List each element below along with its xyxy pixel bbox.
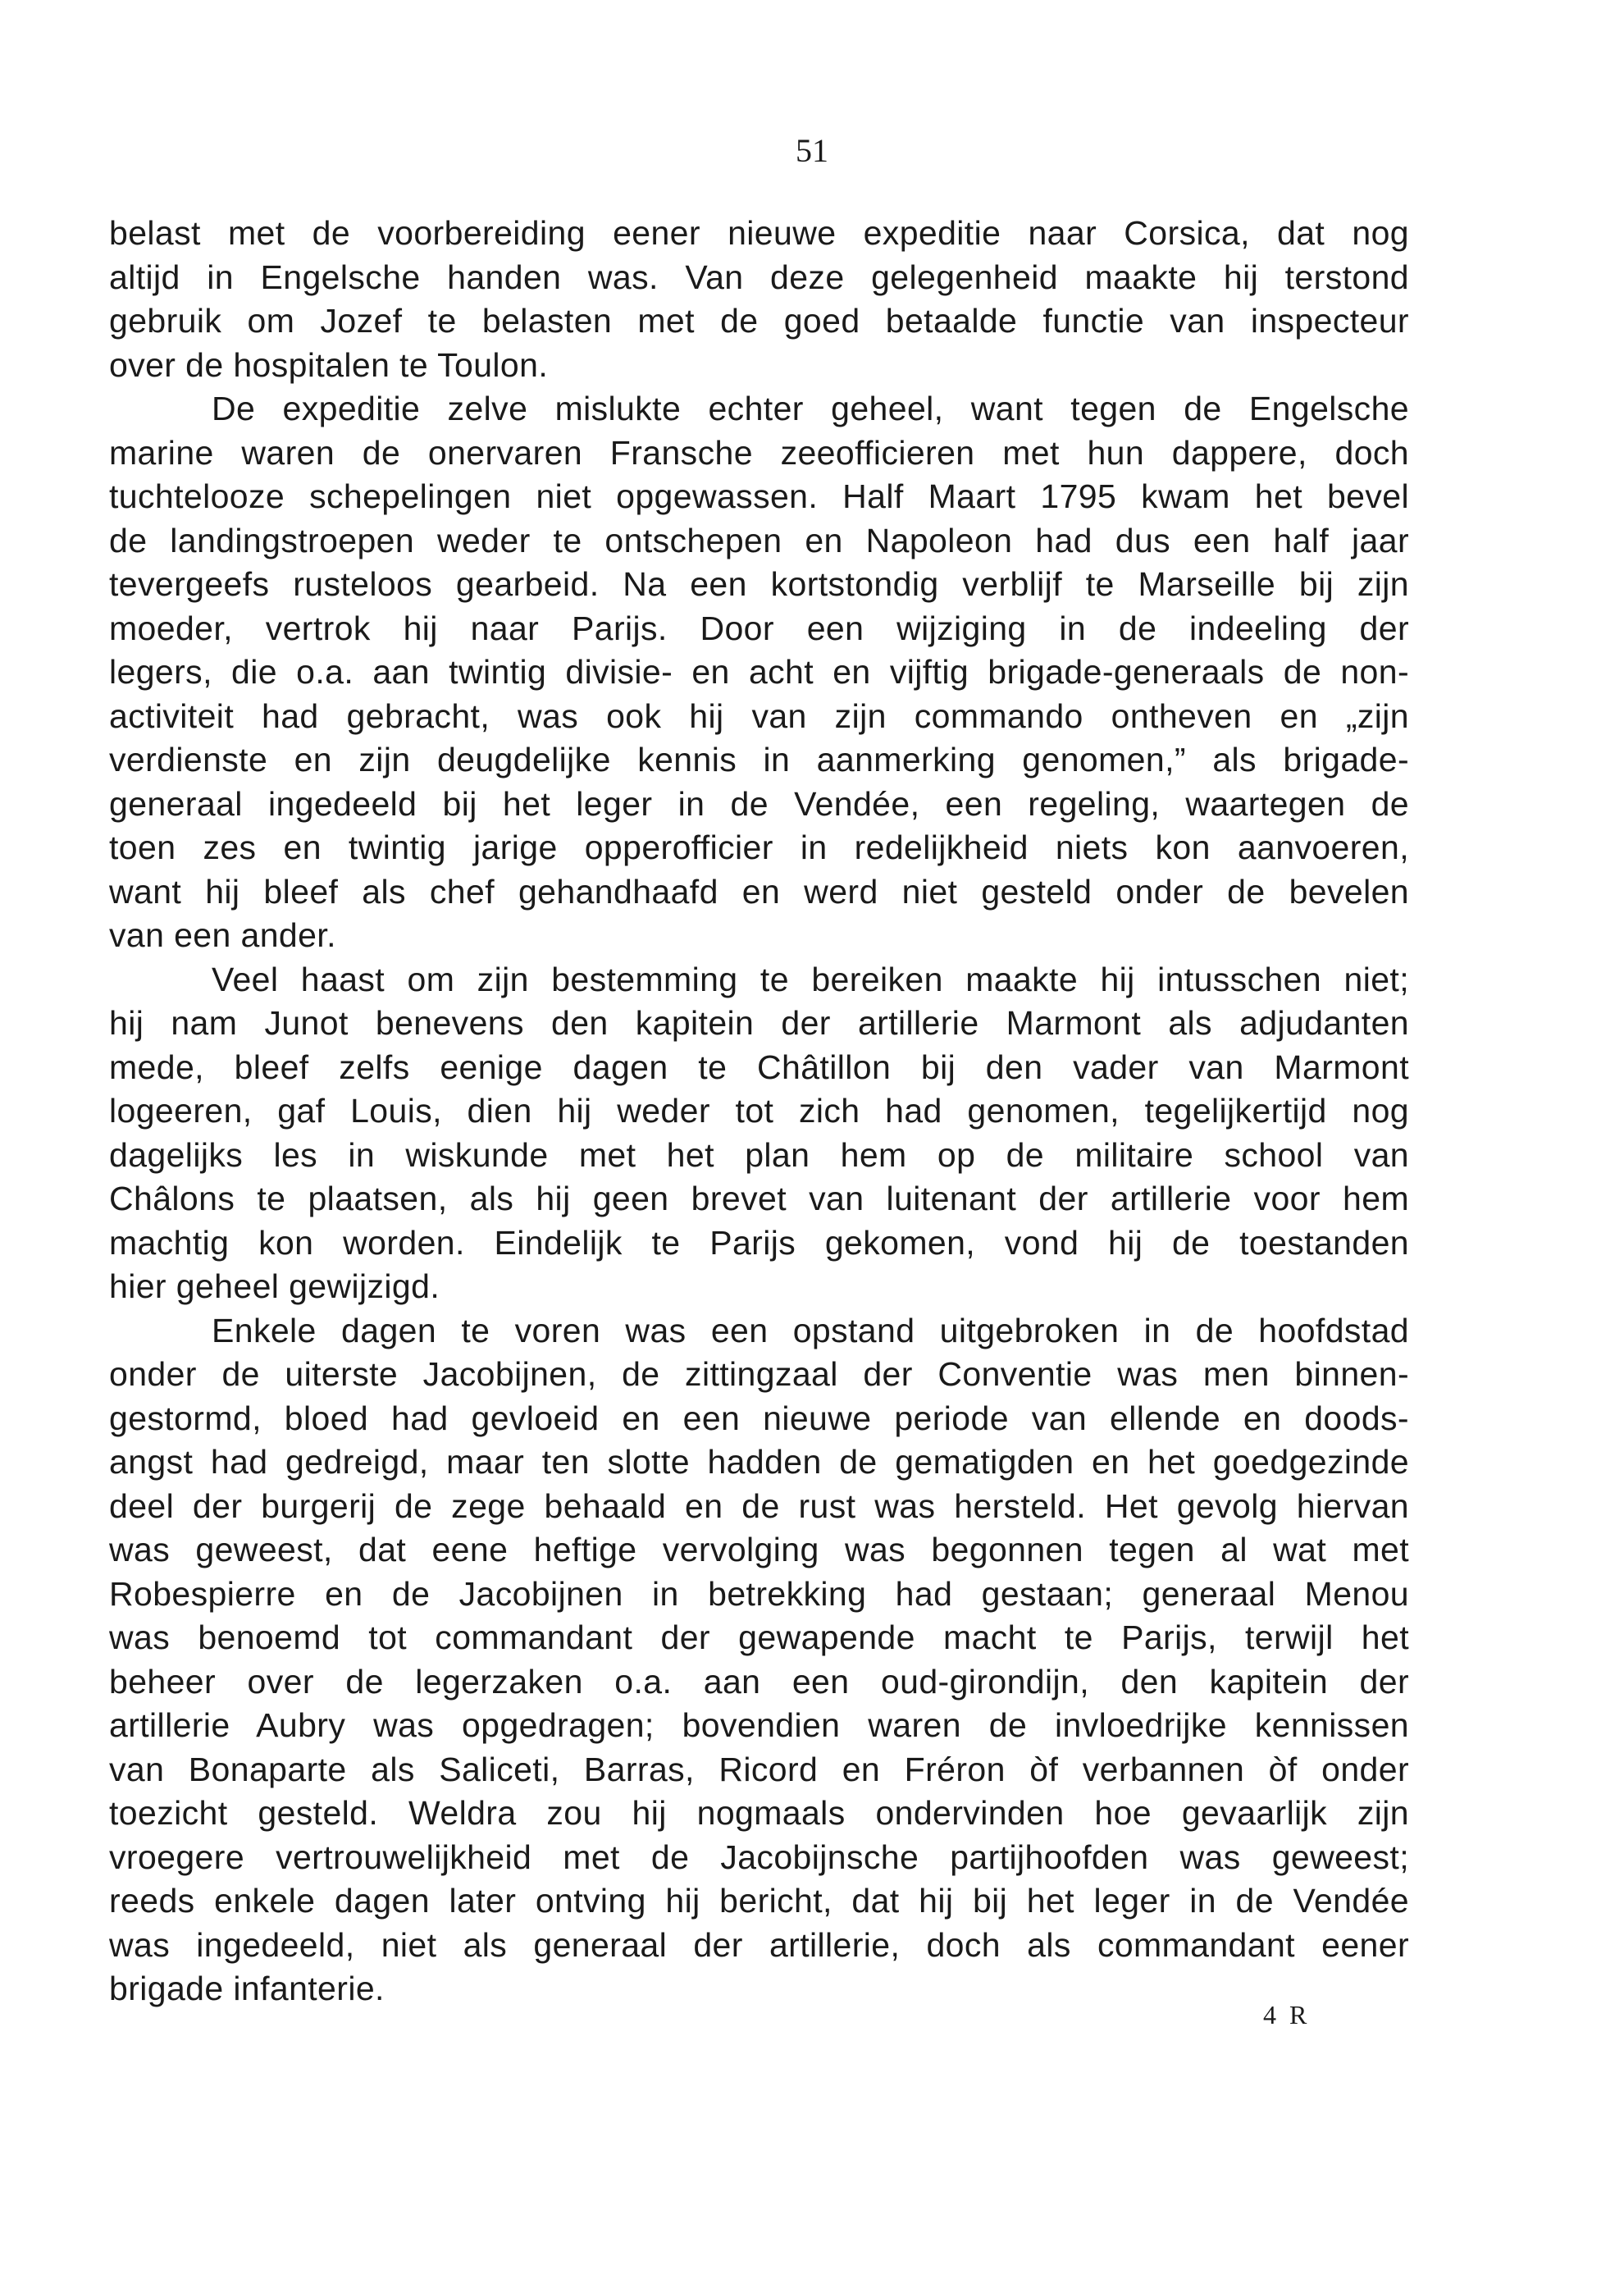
text-line: reeds enkele dagen later ontving hij bericht, dat hij bij het leger in de Vendée (109, 1882, 1409, 1920)
text-line: verdienste en zijn deugdelijke kennis in aanmerking genomen,” als brigade- (109, 741, 1409, 778)
text-line: moeder, vertrok hij naar Parijs. Door een wijziging in de indeeling der (109, 609, 1409, 647)
text-line: artillerie Aubry was opgedragen; bovendien waren de invloedrijke kennissen (109, 1706, 1409, 1744)
text-line: beheer over de legerzaken o.a. aan een oud-girondijn, den kapitein der (109, 1662, 1409, 1701)
text-line: gebruik om Jozef te belasten met de goed betaalde functie van inspecteur (109, 302, 1409, 340)
text-line: machtig kon worden. Eindelijk te Parijs gekomen, vond hij de toestanden (109, 1223, 1409, 1262)
text-line: want hij bleef als chef gehandhaafd en werd niet gesteld onder de bevelen (109, 872, 1409, 911)
page-number: 51 (796, 132, 828, 169)
text-line: marine waren de onervaren Fransche zeeofficieren met hun dappere, doch (109, 433, 1409, 472)
text-line: gestormd, bloed had gevloeid en een nieuwe periode van ellende en doods- (109, 1399, 1409, 1437)
text-line: hier geheel gewijzigd. (109, 1267, 440, 1305)
body-text (109, 212, 1409, 2011)
text-line: dagelijks les in wiskunde met het plan hem op de militaire school van (109, 1135, 1409, 1174)
text-line: tuchtelooze schepelingen niet opgewassen. Half Maart 1795 kwam het bevel (109, 477, 1409, 515)
text-line: tevergeefs rusteloos gearbeid. Na een kortstondig verblijf te Marseille bij zijn (109, 565, 1409, 603)
text-line: logeeren, gaf Louis, dien hij weder tot zich had genomen, tegelijkertijd nog (109, 1092, 1409, 1130)
text-line: van een ander. (109, 916, 336, 954)
text-line: De expeditie zelve mislukte echter geheel, want tegen de Engelsche (212, 390, 1409, 427)
text-line: vroegere vertrouwelijkheid met de Jacobijnsche partijhoofden was geweest; (109, 1838, 1409, 1876)
text-line: toen zes en twintig jarige opperofficier in redelijkheid niets kon aanvoeren, (109, 829, 1409, 866)
text-line: onder de uiterste Jacobijnen, de zittingzaal der Conventie was men binnen- (109, 1355, 1409, 1393)
signature-mark: 4 R (1263, 2000, 1311, 2029)
text-line: was geweest, dat eene heftige vervolging was begonnen tegen al wat met (109, 1531, 1409, 1568)
text-line: deel der burgerij de zege behaald en de rust was hersteld. Het gevolg hiervan (109, 1486, 1409, 1525)
text-line: angst had gedreigd, maar ten slotte hadden de gematigden en het goedgezinde (109, 1443, 1409, 1481)
text-line: Robespierre en de Jacobijnen in betrekking had gestaan; generaal Menou (109, 1574, 1409, 1613)
text-line: altijd in Engelsche handen was. Van deze gelegenheid maakte hij terstond (109, 258, 1409, 296)
text-line: toezicht gesteld. Weldra zou hij nogmaals ondervinden hoe gevaarlijk zijn (109, 1794, 1409, 1832)
text-line: Enkele dagen te voren was een opstand uitgebroken in de hoofdstad (212, 1311, 1409, 1349)
text-line: Châlons te plaatsen, als hij geen brevet van luitenant der artillerie voor hem (109, 1180, 1409, 1217)
text-line: hij nam Junot benevens den kapitein der artillerie Marmont als adjudanten (109, 1004, 1409, 1042)
text-line: brigade infanterie. (109, 1970, 385, 2007)
text-line: activiteit had gebracht, was ook hij van zijn commando ontheven en „zijn (109, 696, 1409, 735)
text-line: generaal ingedeeld bij het leger in de Vendée, een regeling, waartegen de (109, 784, 1409, 823)
text-line: van Bonaparte als Saliceti, Barras, Ricord en Fréron òf verbannen òf onder (109, 1750, 1409, 1788)
text-line: legers, die o.a. aan twintig divisie- en acht en vijftig brigade-generaals de non- (109, 653, 1409, 691)
text-line: over de hospitalen te Toulon. (109, 345, 549, 384)
text-line: belast met de voorbereiding eener nieuwe expeditie naar Corsica, dat nog (109, 214, 1409, 252)
text-line: was benoemd tot commandant der gewapende macht te Parijs, terwijl het (109, 1618, 1409, 1656)
text-line: was ingedeeld, niet als generaal der artillerie, doch als commandant eener (109, 1925, 1409, 1964)
text-line: Veel haast om zijn bestemming te bereiken maakte hij intusschen niet; (212, 960, 1409, 998)
text-line: mede, bleef zelfs eenige dagen te Châtillon bij den vader van Marmont (109, 1048, 1409, 1086)
text-line: de landingstroepen weder te ontschepen en Napoleon had dus een half jaar (109, 521, 1409, 559)
